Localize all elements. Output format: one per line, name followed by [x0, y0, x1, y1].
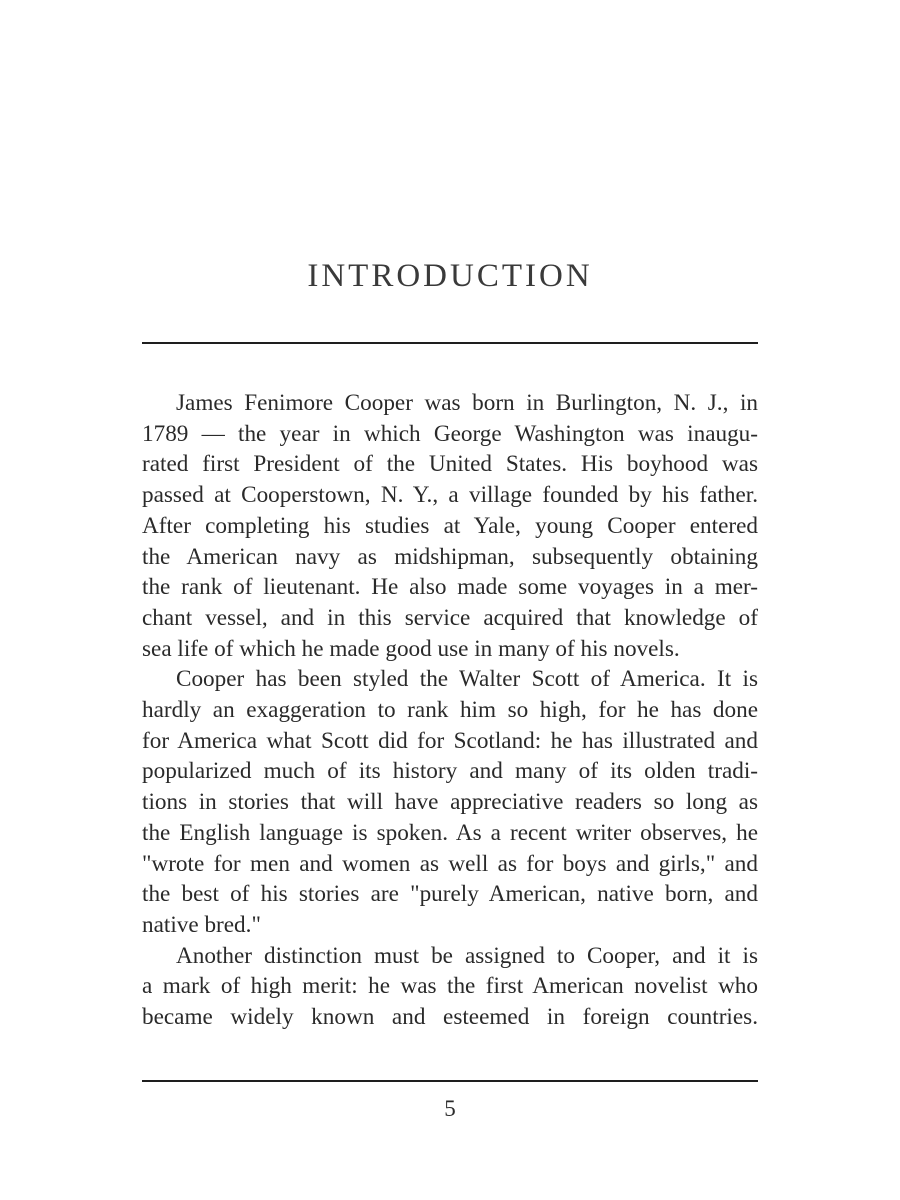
text-line: became widely known and esteemed in foreign countries. [142, 1004, 758, 1031]
text-line: After completing his studies at Yale, young Cooper entered [142, 512, 758, 539]
text-line: the rank of lieutenant. He also made some voyages in a mer- [142, 574, 758, 601]
bottom-rule [142, 1080, 758, 1082]
text-line: the American navy as midshipman, subsequently obtaining [142, 543, 758, 570]
chapter-title: INTRODUCTION [307, 258, 593, 294]
text-line: hardly an exaggeration to rank him so high, for he has done [142, 697, 758, 724]
text-line: chant vessel, and in this service acquired that knowledge of [142, 604, 758, 631]
text-line: the best of his stories are "purely American, native born, and [142, 881, 758, 908]
text-line: Cooper has been styled the Walter Scott of America. It is [176, 666, 758, 693]
text-line: for America what Scott did for Scotland: he has illustrated and [142, 727, 758, 754]
text-line: native bred." [142, 911, 261, 938]
page-number: 5 [444, 1096, 456, 1121]
text-line: tions in stories that will have appreciative readers so long as [142, 789, 758, 816]
text-line: popularized much of its history and many of its olden tradi- [142, 758, 758, 785]
text-line: James Fenimore Cooper was born in Burlington, N. J., in [176, 390, 758, 416]
body-text [142, 388, 758, 1033]
text-line: rated first President of the United States. His boyhood was [142, 451, 758, 478]
text-line: 1789 — the year in which George Washington was inaugu- [142, 420, 758, 447]
text-line: a mark of high merit: he was the first American novelist who [142, 973, 758, 1000]
text-line: Another distinction must be assigned to Cooper, and it is [176, 942, 758, 969]
text-line: the English language is spoken. As a recent writer observes, he [142, 819, 758, 846]
text-line: sea life of which he made good use in many of his novels. [142, 635, 680, 662]
top-rule [142, 342, 758, 344]
text-line: "wrote for men and women as well as for boys and girls," and [142, 850, 758, 877]
text-line: passed at Cooperstown, N. Y., a village founded by his father. [142, 482, 758, 509]
